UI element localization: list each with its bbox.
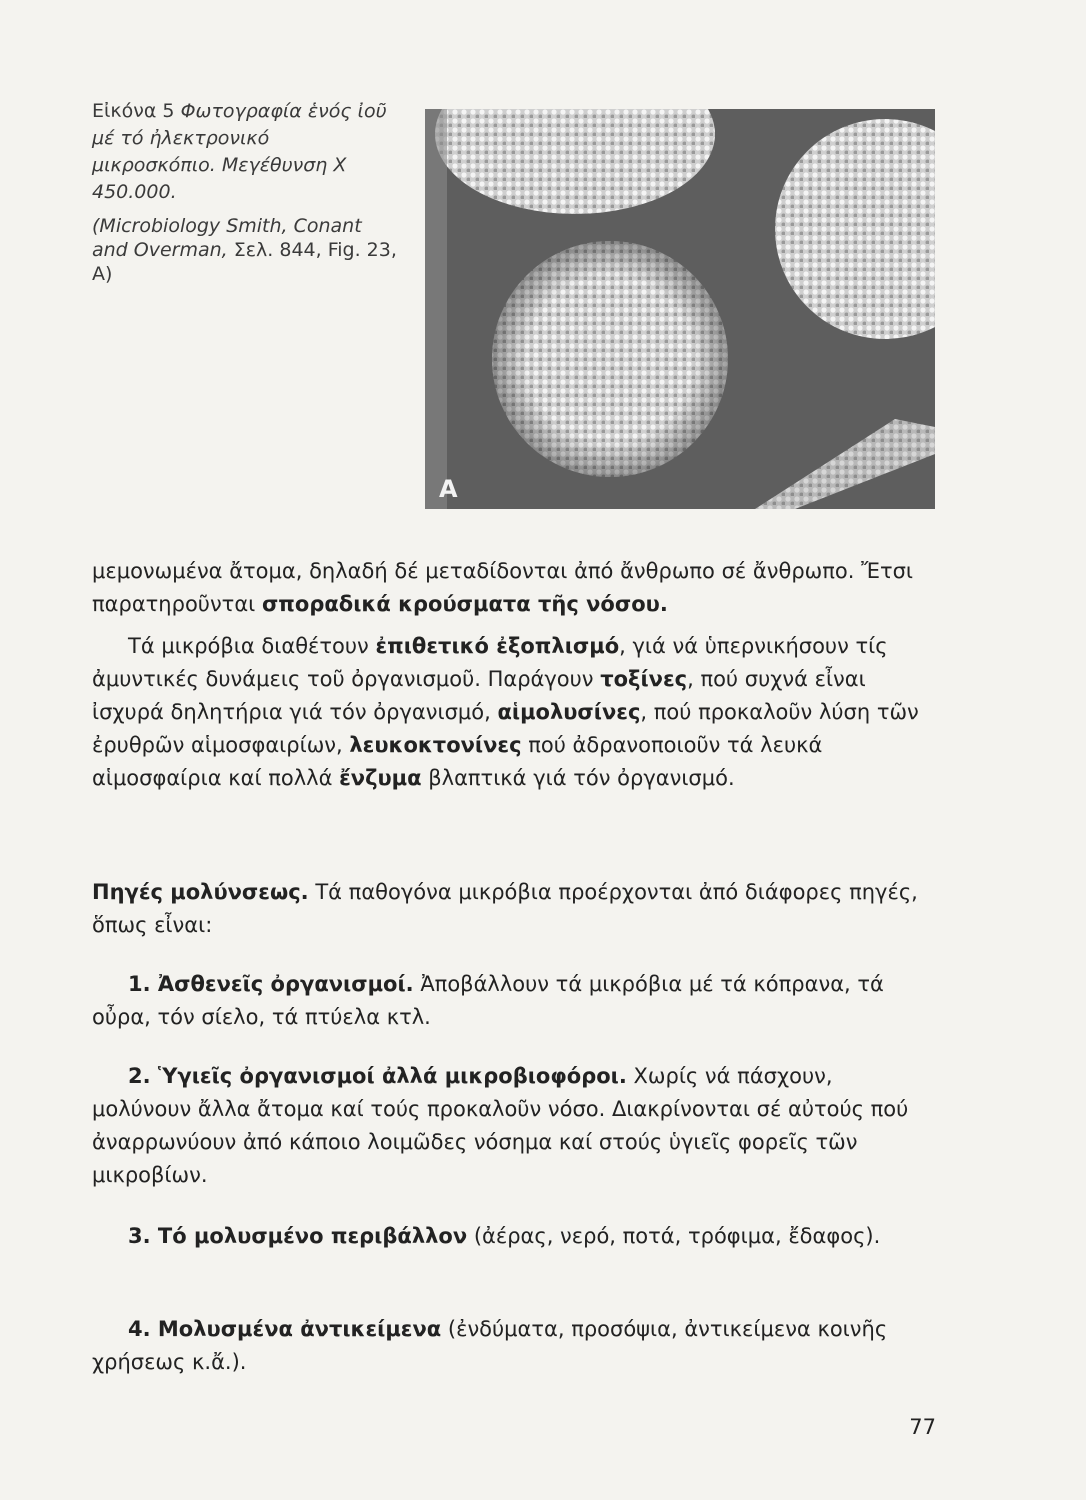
p3-heading: Πηγές μολύνσεως. <box>92 880 309 904</box>
p2-bold-5: ἔνζυμα <box>339 766 422 790</box>
item-heading: 4. Μολυσμένα ἀντικείμενα <box>128 1317 442 1341</box>
p3-text: Τά παθογόνα μικρόβια προέρχονται ἀπό διάφορες πηγές, ὅπως εἶναι: <box>92 880 918 937</box>
p1-bold: σποραδικά κρούσματα τῆς νόσου. <box>261 592 668 616</box>
p2-bold-1: ἐπιθετικό ἐξοπλισμό <box>375 634 620 658</box>
list-item <box>92 1220 937 1253</box>
item-text: Χωρίς νά πάσχουν, μολύνουν ἄλλα ἄτομα καί τούς προκαλοῦν νόσο. Διακρίνονται σέ αὐτούς πού ἀναρρωνύουν ἀπό κάποιο λοιμῶδες νόσημα καί στούς ὑγιεῖς φορεῖς τῶν μικροβίων. <box>92 1064 909 1187</box>
p2-text-c: , πού συχνά εἶναι ἰσχυρά δηλητήρια γιά τόν ὀργανισμό, <box>92 667 866 724</box>
p2-text-b: , γιά νά ὑπερνικήσουν τίς ἀμυντικές δυνάμεις τοῦ ὀργανισμοῦ. Παράγουν <box>92 634 888 691</box>
figure-reference <box>92 214 398 286</box>
micrograph-image <box>425 109 935 509</box>
p1-text: μεμονωμένα ἄτομα, δηλαδή δέ μεταδίδονται ἀπό ἄνθρωπο σέ ἄνθρωπο. Ἔτσι παρατηροῦνται <box>92 559 914 616</box>
photo-label: A <box>439 475 458 503</box>
item-heading: 1. Ἀσθενεῖς ὀργανισμοί. <box>128 972 414 996</box>
item-heading: 2. Ὑγιεῖς ὀργανισμοί ἀλλά μικροβιοφόροι. <box>128 1064 627 1088</box>
page-number: 77 <box>909 1415 936 1439</box>
virus-micrograph <box>425 109 935 509</box>
figure-description: Φωτογραφία ἑνός ἰοῦ μέ τό ἠλεκτρονικό μικροσκόπιο. Μεγέθυνση Χ 450.000. <box>92 100 387 203</box>
item-text: (ἐνδύματα, προσόψια, ἀντικείμενα κοινῆς χρήσεως κ.ἄ.). <box>92 1317 888 1374</box>
paragraph-microbes <box>92 630 937 795</box>
p2-bold-4: λευκοκτονίνες <box>349 733 522 757</box>
ref-source: Microbiology Smith, Conant and Overman, <box>92 215 362 261</box>
figure-caption <box>92 98 398 286</box>
figure-label: Εἰκόνα 5 <box>92 100 175 122</box>
list-item <box>92 1060 937 1192</box>
ref-open: ( <box>92 215 100 237</box>
p2-text-f: βλαπτικά γιά τόν ὀργανισμό. <box>421 766 735 790</box>
p2-bold-2: τοξίνες <box>600 667 688 691</box>
ref-tail: Σελ. 844, Fig. 23, A) <box>92 239 397 285</box>
p2-text-e: πού ἀδρανοποιοῦν τά λευκά αἱμοσφαίρια καί πολλά <box>92 733 823 790</box>
paragraph-intro <box>92 555 937 621</box>
p2-bold-3: αἱμολυσίνες <box>497 700 641 724</box>
item-heading: 3. Τό μολυσμένο περιβάλλον <box>128 1224 468 1248</box>
p2-text-a: Τά μικρόβια διαθέτουν <box>128 634 376 658</box>
item-text: (ἀέρας, νερό, ποτά, τρόφιμα, ἔδαφος). <box>467 1224 881 1248</box>
p2-text-d: , πού προκαλοῦν λύση τῶν ἐρυθρῶν αἱμοσφαιρίων, <box>92 700 919 757</box>
paragraph-sources <box>92 876 937 942</box>
item-text: Ἀποβάλλουν τά μικρόβια μέ τά κόπρανα, τά οὖρα, τόν σίελο, τά πτύελα κτλ. <box>92 972 884 1029</box>
list-item <box>92 968 937 1034</box>
list-item <box>92 1313 937 1379</box>
